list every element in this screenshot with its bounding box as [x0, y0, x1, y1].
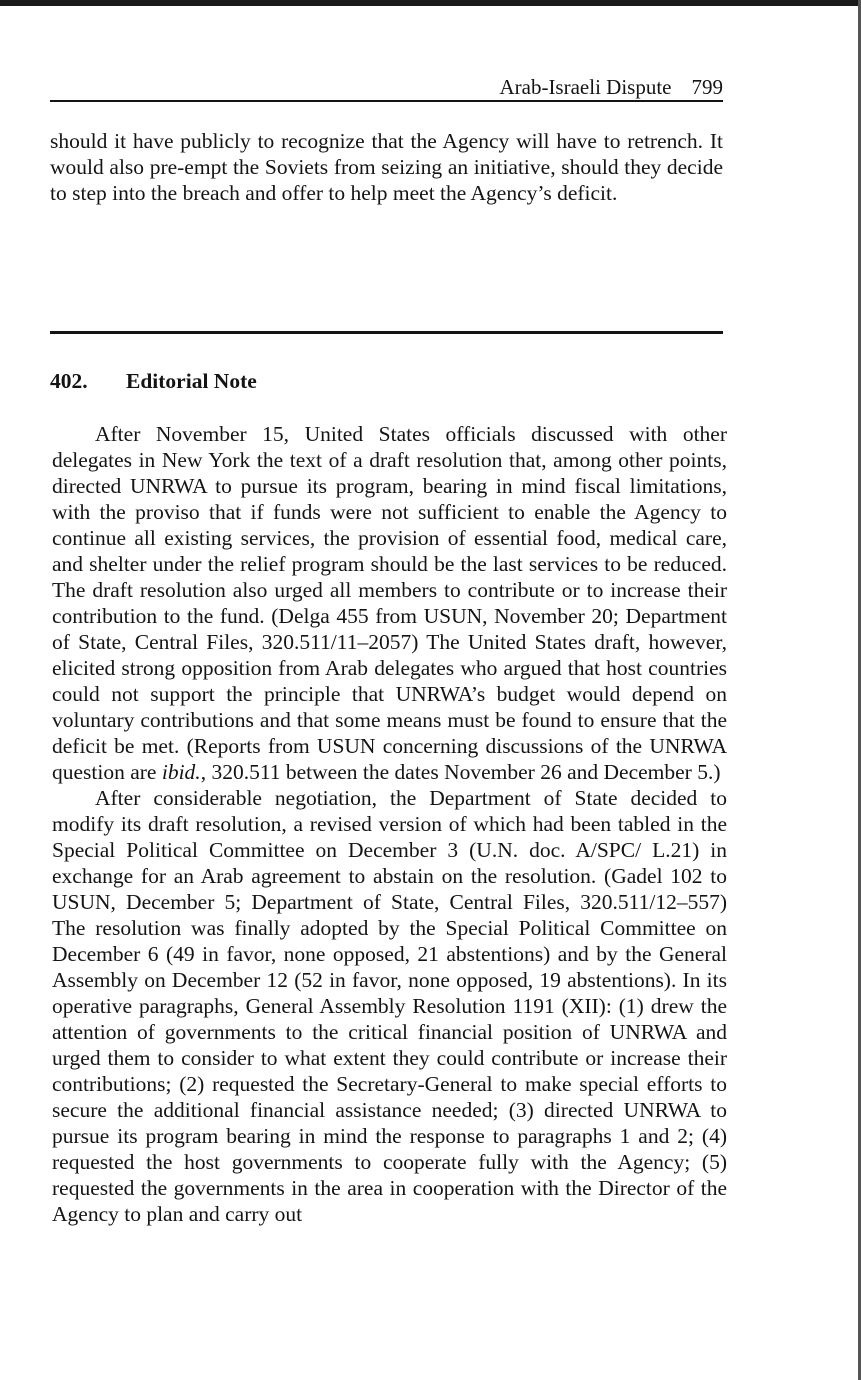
continuation-paragraph: should it have publicly to recognize that the Agency will have to retrench. It would also pre-empt the Soviets from seizing an initiative, should they decide to step into the breach and offer to help meet the Agency’s deficit.	[50, 129, 723, 205]
section-divider	[50, 331, 723, 334]
body-paragraph-2: After considerable negotiation, the Department of State decided to modify its draft resolution, a revised version of which had been tabled in the Special Political Committee on December 3 (U.N. doc. A/SPC/ L.21) in exchange for an Arab agreement to abstain on the resolution. (Gadel 102 to USUN, December 5; Department of State, Central Files, 320.511/12–557) The resolution was finally adopted by the Special Political Committee on December 6 (49 in favor, none opposed, 21 abstentions) and by the General Assembly on December 12 (52 in favor, none opposed, 19 abstentions). In its operative paragraphs, General Assembly Resolution 1191 (XII): (1) drew the attention of governments to the critical financial position of UNRWA and urged them to consider to what extent they could contribute or increase their contributions; (2) requested the Secretary-General to make special efforts to secure the additional financial assistance needed; (3) directed UNRWA to pursue its program bearing in mind the response to paragraphs 1 and 2; (4) requested the host governments to cooperate fully with the Agency; (5) requested the governments in the area in cooperation with the Director of the Agency to plan and carry out	[52, 786, 727, 1226]
section-heading	[50, 367, 723, 395]
running-head-title: Arab-Israeli Dispute	[499, 75, 672, 99]
scan-edge-top	[0, 0, 861, 6]
header-rule	[50, 100, 723, 102]
body-paragraph-1	[52, 421, 727, 785]
editorial-note-body	[52, 421, 727, 1227]
running-head	[50, 74, 723, 100]
page-number: 799	[691, 75, 723, 99]
section-title: Editorial Note	[126, 369, 257, 393]
paragraph-1-text-b: , 320.511 between the dates November 26 and December 5.)	[200, 760, 721, 784]
section-number: 402.	[50, 369, 88, 393]
paragraph-1-italic: ibid.	[161, 760, 201, 784]
paragraph-1-text-a: After November 15, United States officials discussed with other delegates in New York the text of a draft resolution that, among other points, directed UNRWA to pursue its program, bearing in mind fiscal limitations, with the proviso that if funds were not sufficient to enable the Agency to continue all existing services, the provision of essential food, medical care, and shelter under the relief program should be the last services to be reduced. The draft resolution also urged all members to contribute or to increase their contribution to the fund. (Delga 455 from USUN, November 20; Department of State, Central Files, 320.511/11–2057) The United States draft, however, elicited strong opposition from Arab delegates who argued that host countries could not support the principle that UNRWA’s budget would depend on voluntary contributions and that some means must be found to ensure that the deficit be met. (Reports from USUN concerning discussions of the UNRWA question are	[52, 422, 727, 784]
